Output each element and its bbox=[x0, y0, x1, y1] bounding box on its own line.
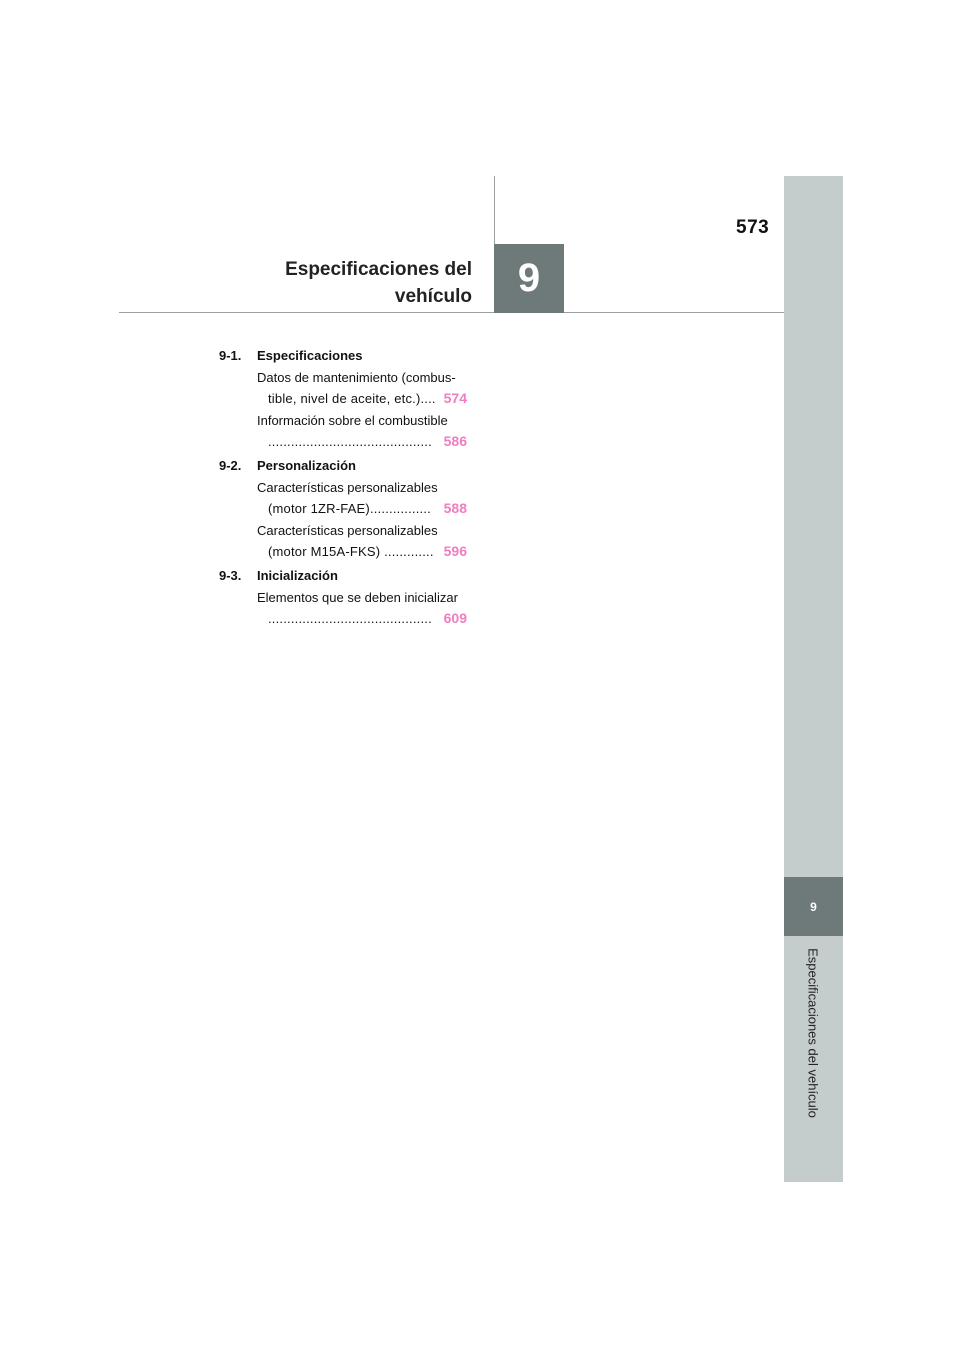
toc-entry-title: Características personalizables bbox=[257, 480, 438, 495]
section-title: Inicialización bbox=[257, 568, 338, 583]
toc-page-link[interactable]: 588 bbox=[443, 500, 467, 516]
toc-entry-title-cont: (motor 1ZR-FAE)................ 588 bbox=[257, 498, 467, 519]
header-horizontal-divider bbox=[119, 312, 784, 313]
section-title: Especificaciones bbox=[257, 348, 363, 363]
toc-entry[interactable] bbox=[257, 367, 467, 409]
chapter-title-line2: vehículo bbox=[394, 286, 472, 307]
toc-section-9-3[interactable] bbox=[219, 565, 467, 586]
toc-entry-title-cont: ........................................... 609 bbox=[257, 608, 467, 629]
section-number: 9-3. bbox=[219, 568, 242, 583]
header-vertical-divider bbox=[494, 176, 495, 246]
side-tab-label: Especificaciones del vehículo bbox=[805, 948, 821, 1118]
page-number: 573 bbox=[736, 217, 770, 238]
toc-entry[interactable] bbox=[257, 520, 467, 562]
toc-entry-title: Características personalizables bbox=[257, 523, 438, 538]
toc-entry[interactable] bbox=[257, 410, 467, 452]
toc-section-9-2[interactable] bbox=[219, 455, 467, 476]
toc-entry[interactable] bbox=[257, 587, 467, 629]
toc-entry-title: Datos de mantenimiento (combus- bbox=[257, 370, 456, 385]
section-number: 9-1. bbox=[219, 348, 242, 363]
toc-page-link[interactable]: 596 bbox=[443, 543, 467, 559]
side-tab-number[interactable]: 9 bbox=[784, 877, 843, 936]
table-of-contents bbox=[219, 345, 467, 630]
chapter-number-box: 9 bbox=[494, 244, 564, 313]
section-title: Personalización bbox=[257, 458, 356, 473]
toc-entry[interactable] bbox=[257, 477, 467, 519]
toc-entry-title-cont: ........................................... 586 bbox=[257, 431, 467, 452]
chapter-title-line1: Especificaciones del bbox=[285, 259, 472, 280]
toc-entry-title: Elementos que se deben inicializar bbox=[257, 590, 458, 605]
chapter-title bbox=[285, 256, 472, 310]
toc-page-link[interactable]: 586 bbox=[443, 433, 467, 449]
toc-entry-title-cont: tible, nivel de aceite, etc.).... 574 bbox=[257, 388, 467, 409]
toc-section-9-1[interactable] bbox=[219, 345, 467, 366]
toc-page-link[interactable]: 609 bbox=[443, 610, 467, 626]
section-number: 9-2. bbox=[219, 458, 242, 473]
toc-entry-title-cont: (motor M15A-FKS) ............. 596 bbox=[257, 541, 467, 562]
toc-entry-title: Información sobre el combustible bbox=[257, 413, 448, 428]
toc-page-link[interactable]: 574 bbox=[443, 390, 467, 406]
